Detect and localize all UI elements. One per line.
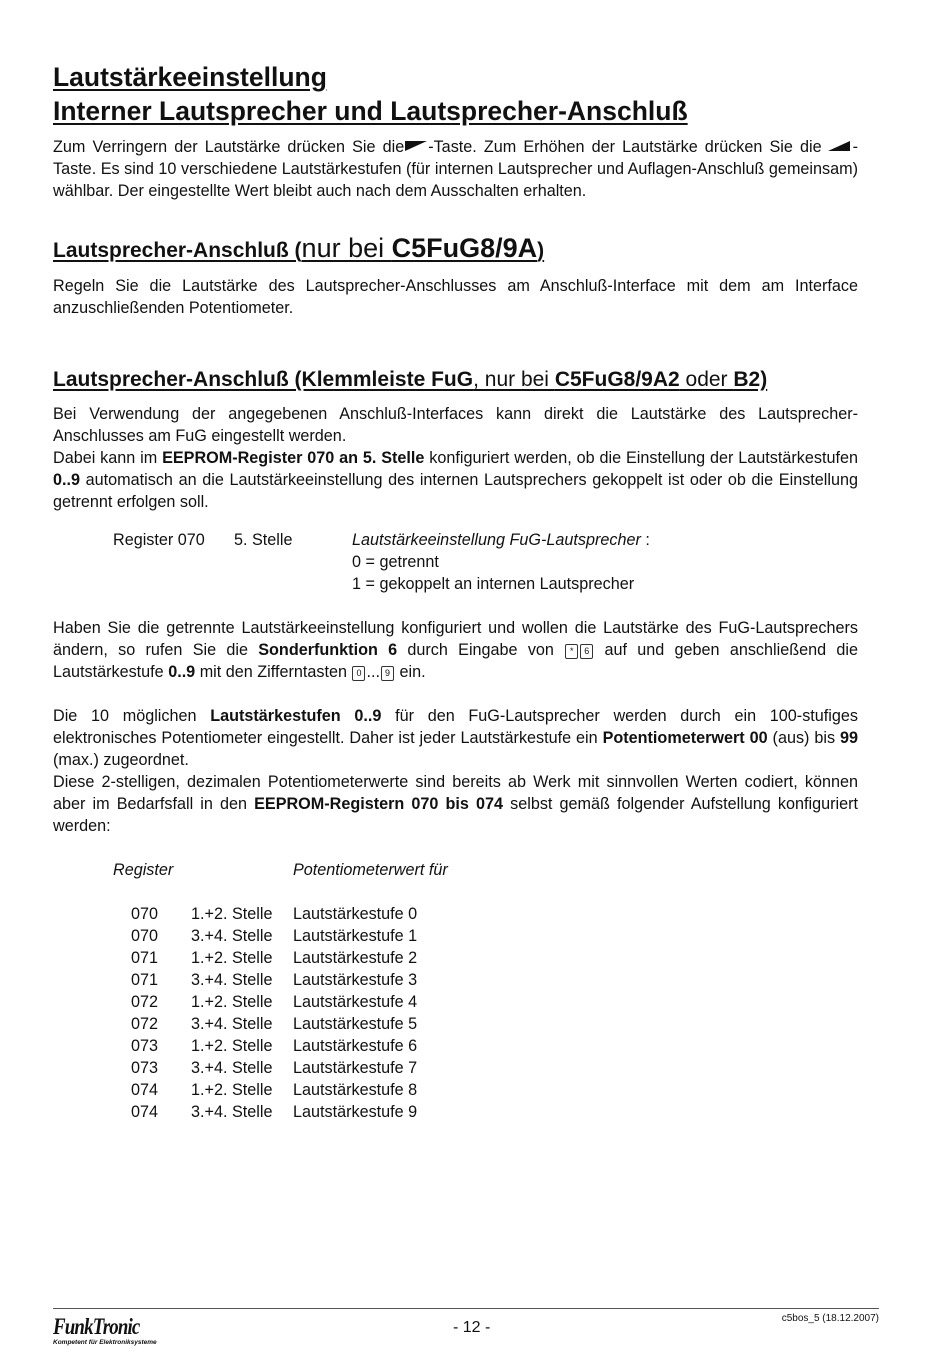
row-level: Lautstärkestufe 7 [293, 1059, 418, 1077]
row-level: Lautstärkestufe 5 [293, 1015, 418, 1033]
table-row [53, 969, 858, 991]
row-position: 1.+2. Stelle [191, 993, 273, 1011]
row-register: 074 [131, 1081, 159, 1099]
row-register: 071 [131, 971, 159, 989]
table-row [53, 1101, 858, 1123]
section-b-paragraph-1: Bei Verwendung der angegebenen Anschluß-Interfaces kann direkt die Lautstärke des Lautsprecher-Anschlusses am FuG eingestellt werden. [53, 405, 858, 445]
poti-text-j: selbst gemäß folgender Aufstellung konfiguriert werden: [53, 795, 858, 835]
register-description [352, 529, 650, 551]
poti-text-g: (max.) zugeordnet. [53, 751, 189, 769]
intro-text-3: -Taste. Es sind 10 verschiedene Lautstärkestufen (für internen Lautsprecher und Auflagen-Anschluß gemeinsam) wählbar. Der eingestellte Wert bleibt auch nach dem Ausschalten erhalten. [53, 138, 858, 200]
row-position: 1.+2. Stelle [191, 1081, 273, 1099]
title-line-2: Interner Lautsprecher und Lautsprecher-Anschluß [53, 96, 688, 126]
table-header [53, 859, 858, 881]
table-body [53, 903, 858, 1123]
section-a-title-normal: nur bei [301, 233, 392, 263]
title-line-1: Lautstärkeeinstellung [53, 62, 327, 92]
register-description-text: Lautstärkeeinstellung FuG-Lautsprecher [352, 531, 641, 549]
potentiometer-register-table [53, 859, 858, 1123]
register-option-0: 0 = getrennt [352, 553, 439, 571]
section-b-p2-d: 0..9 [53, 471, 81, 489]
document-page [53, 60, 858, 1123]
section-b-p2-e: automatisch an die Lautstärkeeinstellung des internen Lautsprechers gekoppelt ist oder ob die Einstellung getrennt erfolgen soll. [53, 471, 858, 511]
row-position: 3.+4. Stelle [191, 1059, 273, 1077]
table-row [53, 991, 858, 1013]
poti-text-d: Potentiometerwert 00 [602, 729, 768, 747]
section-a-title-model: C5FuG8/9A [391, 233, 538, 263]
document-id: c5bos_5 (18.12.2007) [781, 1313, 879, 1324]
row-position: 1.+2. Stelle [191, 905, 273, 923]
row-level: Lautstärkestufe 4 [293, 993, 418, 1011]
poti-text-h: Diese 2-stelligen, dezimalen Potentiometerwerte sind bereits ab Werk mit sinnvollen Werten codiert, können aber im Bedarfsfall in den [53, 773, 858, 813]
sonder-text-c: durch Eingabe von [397, 641, 565, 659]
sonder-text-b: Sonderfunktion 6 [258, 641, 398, 659]
row-level: Lautstärkestufe 9 [293, 1103, 418, 1121]
row-register: 072 [131, 993, 159, 1011]
row-level: Lautstärkestufe 1 [293, 927, 418, 945]
star-key-icon: * [565, 644, 578, 659]
section-a-text: Regeln Sie die Lautstärke des Lautsprecher-Anschlusses am Anschluß-Interface mit dem am Interface anzuschließenden Potentiometer. [53, 277, 858, 317]
row-level: Lautstärkestufe 2 [293, 949, 418, 967]
sonder-text-e: 0..9 [168, 663, 196, 681]
six-key-icon: 6 [580, 644, 593, 659]
table-row [53, 1035, 858, 1057]
section-b-p2-c: konfiguriert werden, ob die Einstellung der Lautstärkestufen [424, 449, 858, 467]
page-title [53, 60, 858, 128]
table-row [53, 903, 858, 925]
register-070-definition [53, 529, 858, 595]
page-number: - 12 - [453, 1319, 491, 1336]
row-register: 074 [131, 1103, 159, 1121]
row-level: Lautstärkestufe 0 [293, 905, 418, 923]
register-label: Register 070 [113, 531, 205, 549]
row-position: 3.+4. Stelle [191, 927, 273, 945]
row-register: 070 [131, 927, 159, 945]
row-position: 3.+4. Stelle [191, 1015, 273, 1033]
column-header-value: Potentiometerwert für [293, 861, 448, 879]
row-level: Lautstärkestufe 8 [293, 1081, 418, 1099]
sonder-text-a: Haben Sie die getrennte Lautstärkeeinstellung konfiguriert und wollen die Lautstärke des FuG-Lautsprechers ändern, so rufen Sie die [53, 619, 858, 659]
row-position: 3.+4. Stelle [191, 1103, 273, 1121]
row-level: Lautstärkestufe 6 [293, 1037, 418, 1055]
row-position: 3.+4. Stelle [191, 971, 273, 989]
section-b-title-model-2: B2) [733, 368, 768, 391]
poti-text-i: EEPROM-Registern 070 bis 074 [254, 795, 504, 813]
potentiometer-paragraph-1 [53, 705, 858, 771]
row-position: 1.+2. Stelle [191, 1037, 273, 1055]
section-b-title-normal-2: oder [679, 368, 734, 391]
register-position: 5. Stelle [234, 531, 293, 549]
logo-tagline: Kompetent für Elektroniksysteme [53, 1339, 157, 1346]
section-b-paragraph-2 [53, 447, 858, 513]
poti-text-e: (aus) bis [767, 729, 840, 747]
section-a-title-close: ) [537, 239, 545, 262]
table-row [53, 925, 858, 947]
intro-text-2: -Taste. Zum Erhöhen der Lautstärke drücken Sie die [428, 138, 822, 156]
zero-key-icon: 0 [352, 666, 365, 681]
poti-text-c: für den FuG-Lautsprecher werden durch ein 100-stufiges elektronisches Potentiometer eingestellt. Daher ist jeder Lautstärkestufe ein [53, 707, 858, 747]
table-row [53, 1057, 858, 1079]
column-header-register: Register [113, 861, 174, 879]
section-b-p2-b: EEPROM-Register 070 an 5. Stelle [162, 449, 425, 467]
potentiometer-paragraph-2 [53, 771, 858, 837]
row-register: 072 [131, 1015, 159, 1033]
table-row [53, 1013, 858, 1035]
register-option-1: 1 = gekoppelt an internen Lautsprecher [352, 575, 635, 593]
poti-text-f: 99 [839, 729, 858, 747]
logo-wordmark: FunkTronic [53, 1314, 140, 1339]
sonder-text-f: mit den Zifferntasten [195, 663, 352, 681]
row-register: 073 [131, 1059, 159, 1077]
poti-text-a: Die 10 möglichen [53, 707, 211, 725]
volume-down-triangle-icon [405, 141, 427, 151]
sonder-text-g: ein. [394, 663, 426, 681]
volume-up-triangle-icon [828, 141, 850, 151]
section-b-heading [53, 365, 858, 395]
page-footer [53, 1308, 879, 1361]
row-level: Lautstärkestufe 3 [293, 971, 418, 989]
row-register: 073 [131, 1037, 159, 1055]
sonder-text-d: auf und geben anschließend die Lautstärkestufe [53, 641, 858, 681]
table-row [53, 1079, 858, 1101]
row-register: 071 [131, 949, 159, 967]
table-row [53, 947, 858, 969]
sonder-dots: ... [366, 663, 380, 681]
row-register: 070 [131, 905, 159, 923]
intro-paragraph [53, 136, 858, 202]
register-description-colon: : [640, 531, 650, 549]
section-b-title-normal-1: , nur bei [473, 368, 555, 391]
section-b-p2-a: Dabei kann im [53, 449, 163, 467]
section-a-heading [53, 232, 858, 267]
row-position: 1.+2. Stelle [191, 949, 273, 967]
section-a-title-bold: Lautsprecher-Anschluß ( [53, 239, 302, 262]
funktronic-logo [53, 1315, 165, 1347]
section-b-title-bold: Lautsprecher-Anschluß (Klemmleiste FuG [53, 368, 474, 391]
poti-text-b: Lautstärkestufen 0..9 [210, 707, 382, 725]
intro-text-1: Zum Verringern der Lautstärke drücken Sie die [53, 138, 405, 156]
nine-key-icon: 9 [381, 666, 394, 681]
section-b-title-model-1: C5FuG8/9A2 [554, 368, 680, 391]
sonderfunktion-paragraph [53, 617, 858, 683]
